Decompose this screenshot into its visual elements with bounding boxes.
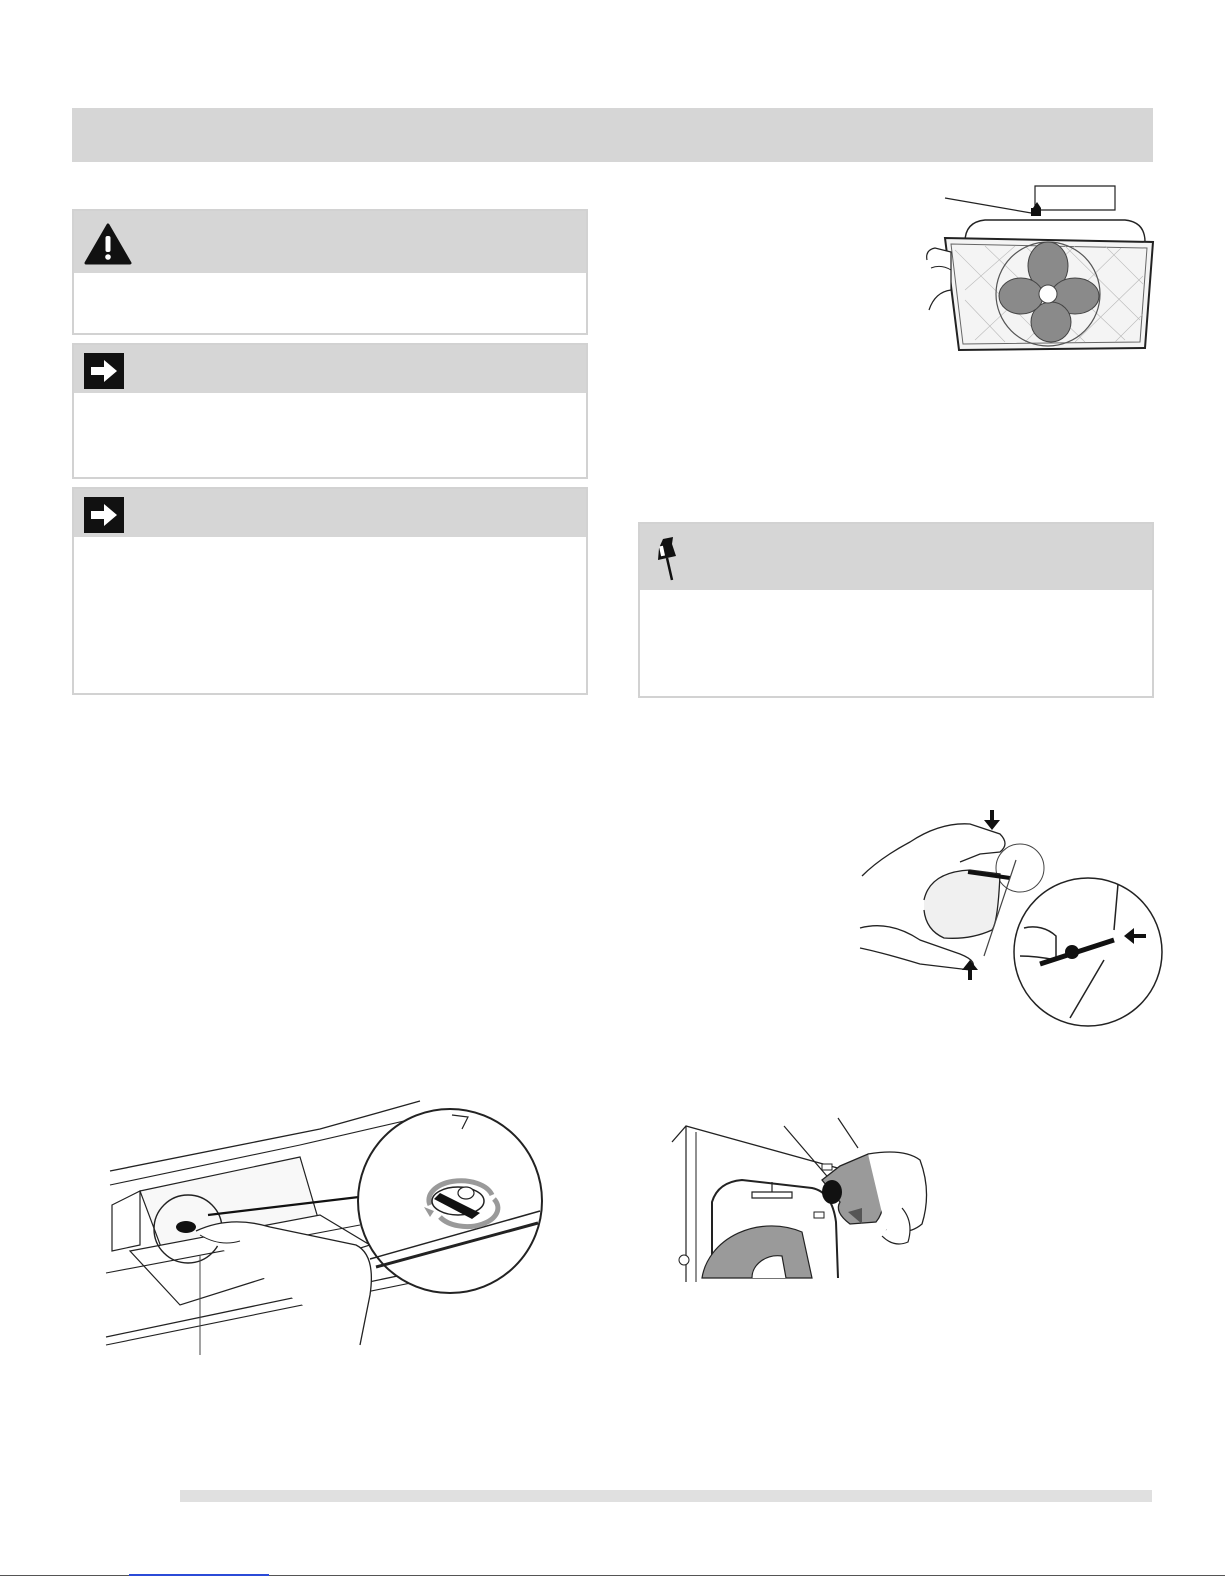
warning-triangle-icon xyxy=(84,223,132,265)
arrow-right-icon xyxy=(84,497,124,533)
note-box xyxy=(638,522,1154,698)
important-box-1 xyxy=(72,343,588,479)
warning-box-header xyxy=(74,211,586,273)
footer-link-underline[interactable] xyxy=(129,1574,269,1576)
important-box-2-header xyxy=(74,489,586,537)
page-header-bar xyxy=(72,108,1153,162)
note-box-header xyxy=(640,524,1152,590)
page-footer-bar xyxy=(180,1490,1152,1502)
important-box-2 xyxy=(72,487,588,695)
filter-press-illustration xyxy=(860,810,1170,1040)
vacuum-nozzle-illustration xyxy=(672,1112,942,1287)
filter-screw-illustration xyxy=(100,1095,550,1355)
warning-box xyxy=(72,209,588,335)
lint-filter-illustration xyxy=(925,180,1165,370)
pushpin-icon xyxy=(654,536,684,582)
important-box-1-header xyxy=(74,345,586,393)
arrow-right-icon xyxy=(84,353,124,389)
